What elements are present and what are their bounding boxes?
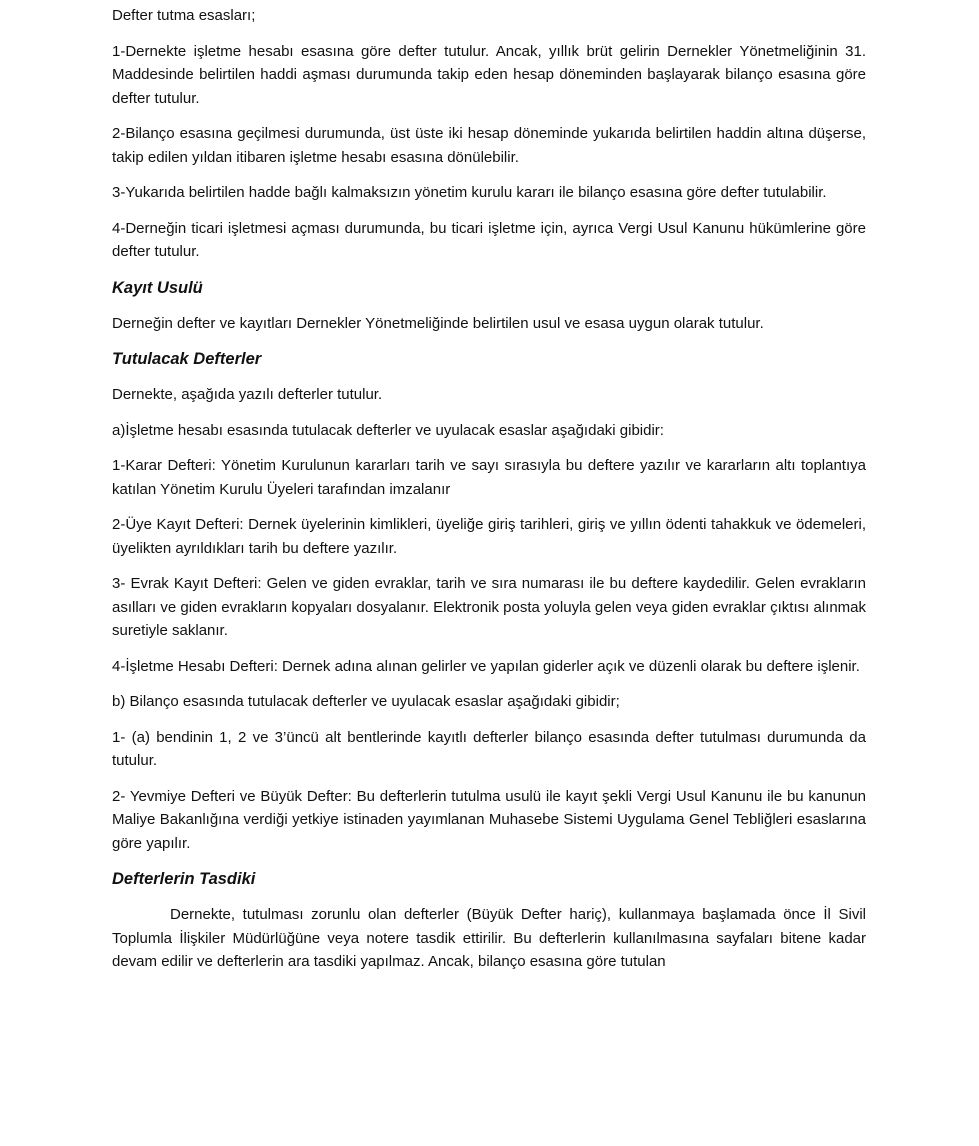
kayit-usulu-text: Derneğin defter ve kayıtları Dernekler Yönetmeliğinde belirtilen usul ve esasa uygun olarak tutulur. <box>112 314 764 332</box>
section-b-item-2: 2- Yevmiye Defteri ve Büyük Defter: Bu defterlerin tutulma usulü ile kayıt şekli Vergi Usul Kanunu ile bu kanunun Maliye Bakanlığına verdiği yetkiye istinaden yayımlanan Muhasebe Sistemi Uygulama Genel Tebliğleri esaslarına göre yapılır. <box>112 787 866 852</box>
intro-line: Defter tutma esasları; <box>112 7 256 24</box>
defter-tutma-item-1: 1-Dernekte işletme hesabı esasına göre defter tutulur. Ancak, yıllık brüt gelirin Dernekler Yönetmeliğinin 31. Maddesinde belirtilen haddi aşması durumunda takip eden hesap döneminden başlayarak bilanço esasına göre defter tutulur. <box>112 42 866 107</box>
document-page <box>112 4 866 986</box>
defter-tutma-item-3: 3-Yukarıda belirtilen hadde bağlı kalmaksızın yönetim kurulu kararı ile bilanço esasına göre defter tutulabilir. <box>112 184 827 201</box>
section-a-heading: a)İşletme hesabı esasında tutulacak defterler ve uyulacak esaslar aşağıdaki gibidir: <box>112 421 664 439</box>
kayit-usulu-heading: Kayıt Usulü <box>112 278 203 297</box>
defter-tutma-item-2: 2-Bilanço esasına geçilmesi durumunda, üst üste iki hesap döneminde yukarıda belirtilen haddin altına düşerse, takip edilen yıldan itibaren işletme hesabı esasına dönülebilir. <box>112 125 866 166</box>
defter-tutma-item-4: 4-Derneğin ticari işletmesi açması durumunda, bu ticari işletme için, ayrıca Vergi Usul Kanunu hükümlerine göre defter tutulur. <box>112 219 866 260</box>
section-b-heading: b) Bilanço esasında tutulacak defterler ve uyulacak esaslar aşağıdaki gibidir; <box>112 693 620 710</box>
tutulacak-defterler-heading: Tutulacak Defterler <box>112 350 262 368</box>
section-a-item-4: 4-İşletme Hesabı Defteri: Dernek adına alınan gelirler ve yapılan giderler açık ve düzenli olarak bu deftere işlenir. <box>112 657 860 675</box>
tutulacak-defterler-intro: Dernekte, aşağıda yazılı defterler tutulur. <box>112 386 383 403</box>
section-a-item-2: 2-Üye Kayıt Defteri: Dernek üyelerinin kimlikleri, üyeliğe giriş tarihleri, giriş ve yıllın ödenti tahakkuk ve ödemeleri, üyelikten ayrıldıkları tarih bu deftere yazılır. <box>112 516 866 557</box>
section-a-item-1: 1-Karar Defteri: Yönetim Kurulunun kararları tarih ve sayı sırasıyla bu deftere yazılır ve kararların altı toplantıya katılan Yönetim Kurulu Üyeleri tarafından imzalanır <box>112 457 866 498</box>
defterlerin-tasdiki-text: Dernekte, tutulması zorunlu olan defterler (Büyük Defter hariç), kullanmaya başlamada önce İl Sivil Toplumla İlişkiler Müdürlüğüne veya notere tasdik ettirilir. Bu defterlerin kullanılmasına sayfaları bitene kadar devam edilir ve defterlerin ara tasdiki yapılmaz. Ancak, bilanço esasına göre tutulan <box>112 906 866 970</box>
section-a-item-3: 3- Evrak Kayıt Defteri: Gelen ve giden evraklar, tarih ve sıra numarası ile bu deftere kaydedilir. Gelen evrakların asılları ve giden evrakların kopyaları dosyalanır. Elektronik posta yoluyla gelen veya giden evraklar çıktısı alınmak suretiyle saklanır. <box>112 575 866 639</box>
defterlerin-tasdiki-heading: Defterlerin Tasdiki <box>112 870 256 888</box>
section-b-item-1: 1- (a) bendinin 1, 2 ve 3’üncü alt bentlerinde kayıtlı defterler bilanço esasında defter tutulması durumunda da tutulur. <box>112 728 866 769</box>
